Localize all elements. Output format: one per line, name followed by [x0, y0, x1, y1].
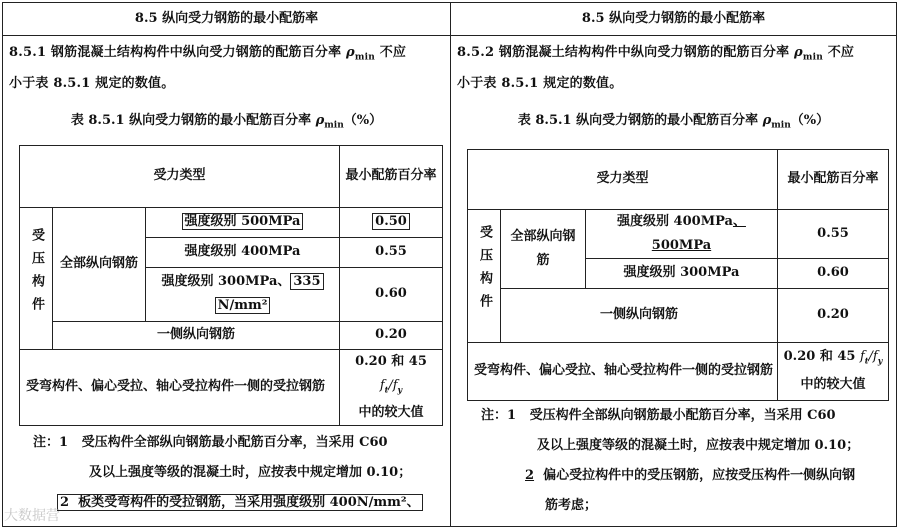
- value-300-cell: 0.60: [778, 258, 889, 288]
- value-one-side-cell: 0.20: [778, 288, 889, 342]
- grade-500-cell: 强度级别 500MPa: [146, 207, 340, 237]
- right-notes: 注：1 受压构件全部纵向钢筋最小配筋百分率，当采用 C60 及以上强度等级的混凝土时，应按表中规定增加 0.10； 2 偏心受拉构件中的受压钢筋，应按受压构件一侧纵向钢 筋考虑；: [481, 407, 860, 513]
- bending-members-cell: 受弯构件、偏心受拉、轴心受拉构件一侧的受拉钢筋: [20, 349, 340, 426]
- right-min-ratio-table: [467, 149, 889, 401]
- grade-300-cell: 强度级别 300MPa、 335 N/mm²: [146, 267, 340, 321]
- grade-400-500-cell: 强度级别 400MPa、500MPa: [586, 209, 778, 258]
- value-bending-cell: 0.20 和 45 $f_t/f_y$ 中的较大值: [340, 349, 443, 426]
- value-300-cell: 0.60: [340, 267, 443, 321]
- compress-members-cell: 受压构件: [468, 209, 501, 342]
- value-400-500-cell: 0.55: [778, 209, 889, 258]
- header-force-type: 受力类型: [20, 145, 340, 207]
- header-force-type: 受力类型: [468, 149, 778, 209]
- value-bending-cell: 0.20 和 45 $f_t/f_y$ 中的较大值: [778, 342, 889, 400]
- value-400-cell: 0.55: [340, 237, 443, 267]
- left-notes: 注：1 受压构件全部纵向钢筋最小配筋百分率，当采用 C60 及以上强度等级的混凝土时，应按表中规定增加 0.10； 2 板类受弯构件的受拉钢筋，当采用强度级别 400N/mm²、: [3, 428, 450, 518]
- header-min-ratio: 最小配筋百分率: [340, 145, 443, 207]
- bending-members-cell: 受弯构件、偏心受拉、轴心受拉构件一侧的受拉钢筋: [468, 342, 778, 400]
- right-section-title: 8.5 纵向受力钢筋的最小配筋率: [451, 3, 896, 36]
- compress-members-cell: 受压构件: [20, 207, 53, 349]
- value-500-cell: 0.50: [340, 207, 443, 237]
- comparison-document: [2, 2, 897, 527]
- all-longitudinal-cell: 全部纵向钢筋: [501, 209, 586, 288]
- right-clause-text: 8.5.2 钢筋混凝土结构构件中纵向受力钢筋的配筋百分率 $\rho_{min}$ 不应 小于表 8.5.1 规定的数值。: [457, 45, 855, 91]
- left-table-caption: 表 8.5.1 纵向受力钢筋的最小配筋百分率 $\rho_{min}(\%)$: [70, 112, 383, 131]
- grade-300-cell: 强度级别 300MPa: [586, 258, 778, 288]
- watermark-logo: 大数据营: [4, 508, 60, 524]
- left-section-title: 8.5 纵向受力钢筋的最小配筋率: [3, 3, 450, 36]
- grade-400-cell: 强度级别 400MPa: [146, 237, 340, 267]
- one-side-cell: 一侧纵向钢筋: [53, 321, 340, 349]
- header-min-ratio: 最小配筋百分率: [778, 149, 889, 209]
- left-min-ratio-table: [19, 145, 443, 427]
- right-table-caption: 表 8.5.1 纵向受力钢筋的最小配筋百分率 $\rho_{min}(\%)$: [517, 112, 830, 131]
- left-note2-box: 2 板类受弯构件的受拉钢筋，当采用强度级别 400N/mm²、: [57, 494, 423, 511]
- left-column: [3, 3, 451, 526]
- left-clause-text: 8.5.1 钢筋混凝土结构构件中纵向受力钢筋的配筋百分率 $\rho_{min}$ 不应 小于表 8.5.1 规定的数值。: [9, 45, 407, 91]
- all-longitudinal-cell: 全部纵向钢筋: [53, 207, 146, 321]
- right-column: [451, 3, 896, 526]
- value-one-side-cell: 0.20: [340, 321, 443, 349]
- one-side-cell: 一侧纵向钢筋: [501, 288, 778, 342]
